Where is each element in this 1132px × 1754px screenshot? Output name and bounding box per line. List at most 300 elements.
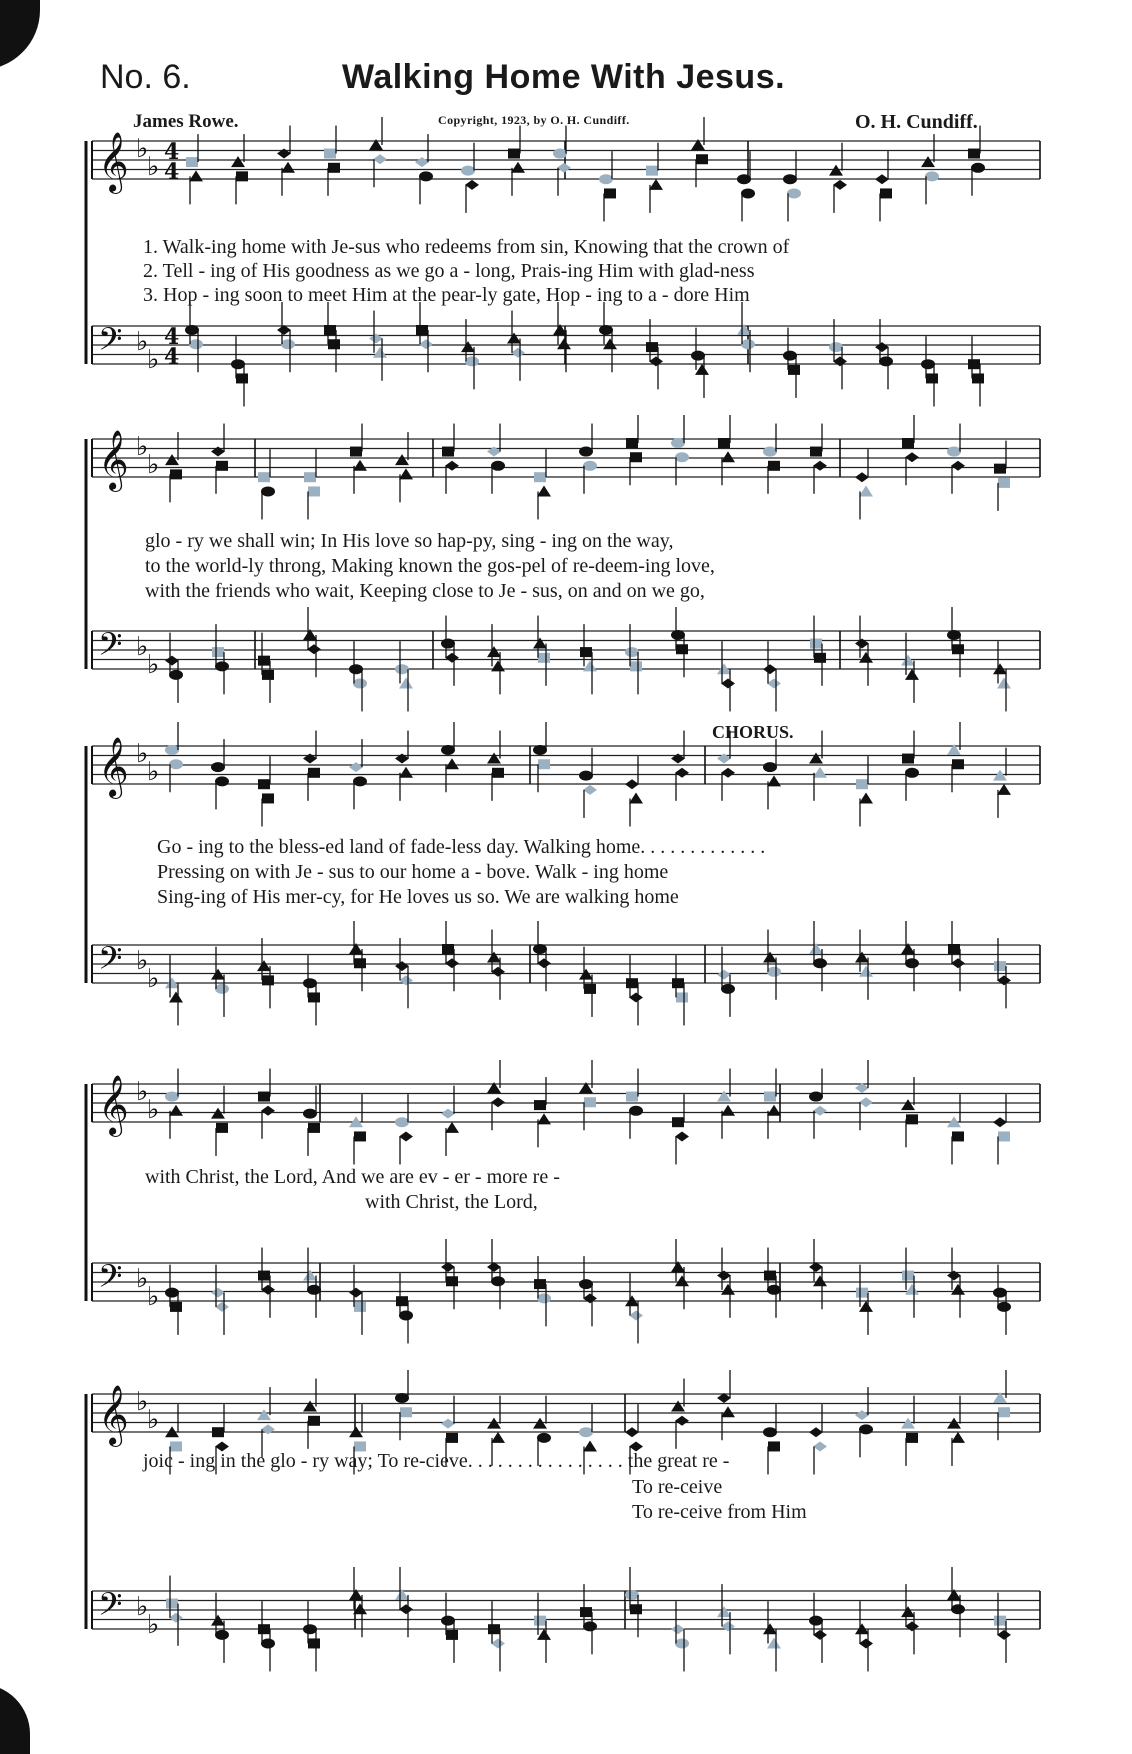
shape-note bbox=[534, 472, 546, 482]
shape-note bbox=[947, 1418, 961, 1429]
shape-note bbox=[170, 1302, 182, 1312]
bass-clef-icon: 𝄢 bbox=[98, 626, 123, 670]
shape-note bbox=[350, 447, 362, 457]
shape-note bbox=[767, 678, 781, 688]
shape-note bbox=[810, 639, 822, 649]
shape-note bbox=[303, 1624, 317, 1634]
shape-note bbox=[905, 1621, 919, 1631]
time-signature: 4 bbox=[164, 324, 180, 350]
shape-note bbox=[461, 166, 475, 176]
shape-note bbox=[603, 338, 617, 349]
lyric-line: with the friends who wait, Keeping close to Je - sus, on and on we go, bbox=[145, 580, 705, 602]
shape-note bbox=[399, 975, 413, 985]
shape-note bbox=[511, 162, 525, 173]
shape-note bbox=[461, 341, 475, 352]
shape-note bbox=[814, 653, 826, 663]
shape-note bbox=[328, 163, 340, 173]
shape-note bbox=[788, 365, 800, 375]
shape-note bbox=[646, 342, 658, 352]
shape-note bbox=[626, 438, 638, 448]
shape-note bbox=[625, 1590, 639, 1600]
lyric-line: 2. Tell - ing of His goodness as we go a - long, Prais-ing Him with glad-ness bbox=[143, 260, 755, 282]
shape-note bbox=[537, 958, 551, 968]
shape-note bbox=[533, 638, 547, 649]
shape-note bbox=[921, 156, 935, 167]
shape-note bbox=[258, 1271, 270, 1281]
shape-note bbox=[671, 438, 685, 448]
flat-icon: ♭ bbox=[136, 632, 149, 662]
shape-note bbox=[768, 461, 780, 471]
shape-note bbox=[783, 351, 797, 361]
shape-note bbox=[625, 1427, 639, 1437]
time-signature: 4 bbox=[164, 159, 180, 185]
shape-note bbox=[998, 478, 1010, 488]
shape-note bbox=[488, 1624, 500, 1634]
shape-note bbox=[487, 952, 501, 963]
shape-note bbox=[951, 1284, 965, 1295]
shape-note bbox=[952, 759, 964, 769]
treble-clef-icon: 𝄞 bbox=[98, 1385, 129, 1445]
shape-note bbox=[511, 348, 525, 358]
shape-note bbox=[833, 356, 847, 366]
shape-note bbox=[324, 149, 336, 159]
shape-note bbox=[533, 944, 547, 954]
shape-note bbox=[583, 660, 597, 671]
shape-note bbox=[721, 1621, 735, 1631]
shape-note bbox=[810, 447, 822, 457]
shape-note bbox=[303, 1109, 317, 1119]
shape-note bbox=[399, 468, 413, 479]
shape-note bbox=[951, 1604, 965, 1614]
shape-note bbox=[583, 1293, 597, 1303]
shape-note bbox=[721, 1105, 735, 1116]
shape-note bbox=[308, 1416, 320, 1426]
shape-note bbox=[629, 1106, 643, 1116]
copyright-notice: Copyright, 1923, by O. H. Cundiff. bbox=[438, 113, 630, 127]
shape-note bbox=[672, 1117, 684, 1127]
shape-note bbox=[721, 1406, 735, 1417]
shape-note bbox=[829, 165, 843, 176]
shape-note bbox=[994, 1616, 1006, 1626]
shape-note bbox=[691, 351, 705, 361]
time-signature: 4 bbox=[164, 344, 180, 370]
shape-note bbox=[353, 678, 367, 688]
shape-note bbox=[442, 944, 454, 954]
flat-icon: ♭ bbox=[136, 1264, 149, 1294]
shape-note bbox=[901, 1418, 915, 1429]
shape-note bbox=[783, 174, 797, 184]
shape-note bbox=[951, 1432, 965, 1443]
shape-note bbox=[308, 1638, 320, 1648]
shape-note bbox=[399, 677, 413, 688]
shape-note bbox=[859, 966, 873, 977]
shape-note bbox=[537, 1629, 551, 1640]
shape-note bbox=[169, 1613, 183, 1623]
shape-note bbox=[211, 969, 225, 980]
shape-note bbox=[441, 1616, 455, 1626]
shape-note bbox=[537, 485, 551, 496]
flat-icon: ♭ bbox=[147, 1095, 160, 1125]
shape-note bbox=[671, 630, 685, 640]
shape-note bbox=[395, 961, 409, 971]
shape-note bbox=[905, 1284, 919, 1295]
shape-note bbox=[261, 1424, 275, 1434]
shape-note bbox=[787, 188, 801, 198]
shape-note bbox=[419, 339, 433, 349]
shape-note bbox=[859, 792, 873, 803]
shape-note bbox=[902, 1271, 914, 1281]
shape-note bbox=[855, 1410, 869, 1420]
shape-note bbox=[906, 1433, 918, 1443]
shape-note bbox=[442, 447, 454, 457]
shape-note bbox=[604, 188, 616, 198]
shape-note bbox=[675, 452, 689, 462]
shape-note bbox=[465, 180, 479, 190]
shape-note bbox=[951, 958, 965, 968]
shape-note bbox=[169, 1105, 183, 1116]
shape-note bbox=[629, 1310, 643, 1320]
shape-note bbox=[993, 770, 1007, 781]
shape-note bbox=[399, 1604, 413, 1614]
flat-icon: ♭ bbox=[147, 757, 160, 787]
shape-note bbox=[441, 639, 455, 649]
shape-note bbox=[767, 967, 781, 977]
shape-note bbox=[721, 768, 735, 778]
shape-note bbox=[328, 339, 340, 349]
shape-note bbox=[258, 656, 270, 666]
composer: O. H. Cundiff. bbox=[855, 111, 978, 133]
shape-note bbox=[261, 1638, 275, 1648]
flat-icon: ♭ bbox=[147, 1405, 160, 1435]
shape-note bbox=[968, 149, 980, 159]
shape-note bbox=[584, 984, 596, 994]
shape-note bbox=[998, 1407, 1010, 1417]
shape-note bbox=[487, 1418, 501, 1429]
lyric-line: 1. Walk-ing home with Je-sus who redeems from sin, Knowing that the crown of bbox=[143, 236, 790, 258]
shape-note bbox=[258, 1092, 270, 1102]
shape-note bbox=[557, 338, 571, 349]
shape-note bbox=[764, 1271, 776, 1281]
shape-note bbox=[324, 325, 336, 335]
shape-note bbox=[767, 1105, 781, 1116]
shape-note bbox=[809, 753, 823, 764]
shape-note bbox=[349, 1288, 363, 1298]
shape-note bbox=[901, 655, 915, 666]
flat-icon: ♭ bbox=[136, 1592, 149, 1622]
flat-icon: ♭ bbox=[147, 345, 160, 375]
shape-note bbox=[236, 171, 248, 181]
shape-note bbox=[905, 669, 919, 680]
shape-note bbox=[580, 647, 592, 657]
shape-note bbox=[948, 944, 960, 954]
shape-note bbox=[215, 776, 229, 786]
chorus-label: CHORUS. bbox=[712, 722, 794, 742]
shape-note bbox=[169, 670, 183, 680]
flat-icon: ♭ bbox=[136, 432, 149, 462]
shape-note bbox=[859, 1638, 873, 1648]
shape-note bbox=[303, 1270, 317, 1281]
shape-note bbox=[583, 785, 597, 795]
shape-note bbox=[373, 347, 387, 358]
shape-note bbox=[629, 792, 643, 803]
shape-note bbox=[236, 373, 248, 383]
shape-note bbox=[580, 1607, 592, 1617]
shape-note bbox=[579, 771, 593, 781]
shape-note bbox=[491, 660, 505, 671]
flat-icon: ♭ bbox=[147, 450, 160, 480]
shape-note bbox=[261, 1106, 275, 1116]
shape-note bbox=[767, 775, 781, 786]
shape-note bbox=[649, 179, 663, 190]
shape-note bbox=[261, 1285, 275, 1295]
shape-note bbox=[215, 1630, 229, 1640]
bass-clef-icon: 𝄢 bbox=[98, 1258, 123, 1302]
shape-note bbox=[993, 1117, 1007, 1127]
flat-icon: ♭ bbox=[136, 134, 149, 164]
shape-note bbox=[307, 1285, 321, 1295]
shape-note bbox=[533, 1418, 547, 1429]
shape-note bbox=[165, 745, 179, 755]
shape-note bbox=[354, 958, 366, 968]
shape-note bbox=[997, 677, 1011, 688]
shape-note bbox=[718, 438, 730, 448]
shape-note bbox=[833, 180, 847, 190]
shape-note bbox=[537, 1293, 551, 1303]
shape-note bbox=[395, 1117, 409, 1127]
shape-note bbox=[583, 1621, 597, 1631]
shape-note bbox=[763, 1427, 777, 1437]
shape-note bbox=[855, 472, 869, 482]
shape-note bbox=[599, 174, 613, 184]
shape-note bbox=[349, 762, 363, 772]
shape-note bbox=[445, 1122, 459, 1133]
lyric-line: 3. Hop - ing soon to meet Him at the pear-ly gate, Hop - ing to a - dore Him bbox=[143, 284, 750, 306]
shape-note bbox=[446, 1433, 458, 1443]
time-signature: 4 bbox=[164, 139, 180, 165]
shape-note bbox=[768, 1441, 780, 1451]
shape-note bbox=[491, 1276, 505, 1286]
shape-note bbox=[994, 961, 1006, 971]
shape-note bbox=[675, 1131, 689, 1141]
shape-note bbox=[215, 984, 229, 994]
shape-note bbox=[926, 373, 938, 383]
shape-note bbox=[856, 779, 868, 789]
shape-note bbox=[231, 359, 245, 369]
shape-note bbox=[395, 664, 409, 674]
shape-note bbox=[465, 356, 479, 366]
shape-note bbox=[491, 1638, 505, 1648]
shape-note bbox=[445, 758, 459, 769]
shape-note bbox=[741, 188, 755, 198]
flat-icon: ♭ bbox=[136, 1077, 149, 1107]
shape-note bbox=[538, 759, 550, 769]
shape-note bbox=[675, 1275, 689, 1286]
shape-note bbox=[997, 975, 1011, 985]
shape-note bbox=[491, 461, 505, 471]
shape-note bbox=[534, 1100, 546, 1110]
shape-note bbox=[630, 661, 642, 671]
shape-note bbox=[741, 339, 755, 349]
shape-note bbox=[994, 464, 1006, 474]
shape-note bbox=[169, 759, 183, 769]
flat-icon: ♭ bbox=[136, 1387, 149, 1417]
shape-note bbox=[947, 447, 961, 457]
treble-clef-icon: 𝄞 bbox=[98, 430, 129, 490]
shape-note bbox=[534, 1279, 546, 1289]
shape-note bbox=[487, 753, 501, 764]
shape-note bbox=[538, 653, 550, 663]
shape-note bbox=[169, 991, 183, 1002]
shape-note bbox=[952, 1131, 964, 1141]
shape-note bbox=[906, 1114, 918, 1124]
shape-note bbox=[170, 469, 182, 479]
shape-note bbox=[257, 960, 271, 971]
shape-note bbox=[625, 779, 639, 789]
shape-note bbox=[583, 461, 597, 471]
shape-note bbox=[189, 339, 203, 349]
shape-note bbox=[395, 454, 409, 465]
shape-note bbox=[441, 1109, 455, 1119]
shape-note bbox=[767, 1637, 781, 1648]
shape-note bbox=[354, 1131, 366, 1141]
shape-note bbox=[997, 784, 1011, 795]
shape-note bbox=[921, 359, 935, 369]
shape-note bbox=[829, 342, 843, 352]
shape-note bbox=[809, 1427, 823, 1437]
shape-note bbox=[231, 156, 245, 167]
shape-note bbox=[262, 670, 274, 680]
shape-note bbox=[952, 644, 964, 654]
shape-note bbox=[416, 325, 428, 335]
shape-note bbox=[971, 163, 985, 173]
shape-note bbox=[258, 1624, 270, 1634]
lyric-line: To re-ceive bbox=[632, 1476, 723, 1498]
lyric-line: with Christ, the Lord, And we are ev - er - more re - bbox=[145, 1166, 560, 1188]
shape-note bbox=[399, 1131, 413, 1141]
shape-note bbox=[216, 461, 228, 471]
shape-note bbox=[395, 1393, 409, 1403]
shape-note bbox=[880, 188, 892, 198]
shape-note bbox=[626, 1092, 638, 1102]
shape-note bbox=[281, 162, 295, 173]
shape-note bbox=[262, 793, 274, 803]
lyricist: James Rowe. bbox=[133, 111, 239, 132]
shape-note bbox=[813, 1630, 827, 1640]
shape-note bbox=[537, 1113, 551, 1124]
shape-note bbox=[216, 1123, 228, 1133]
shape-note bbox=[599, 325, 613, 335]
shape-note bbox=[308, 486, 320, 496]
shape-note bbox=[763, 952, 777, 963]
shape-note bbox=[215, 1302, 229, 1312]
shape-note bbox=[721, 1284, 735, 1295]
shape-note bbox=[855, 952, 869, 963]
lyric-line: glo - ry we shall win; In His love so hap-py, sing - ing on the way, bbox=[145, 530, 674, 552]
lyric-line: Sing-ing of His mer-cy, for He loves us so. We are walking home bbox=[157, 886, 679, 908]
shape-note bbox=[905, 768, 919, 778]
shape-note bbox=[972, 373, 984, 383]
shape-note bbox=[579, 1427, 593, 1437]
hymn-title: Walking Home With Jesus. bbox=[342, 58, 786, 96]
shape-note bbox=[353, 776, 367, 786]
treble-clef-icon: 𝄞 bbox=[98, 1075, 129, 1135]
shape-note bbox=[419, 171, 433, 181]
shape-note bbox=[304, 472, 316, 482]
shape-note bbox=[308, 992, 320, 1002]
shape-note bbox=[630, 452, 642, 462]
shape-note bbox=[767, 1285, 781, 1295]
shape-note bbox=[349, 664, 363, 674]
shape-note bbox=[813, 1275, 827, 1286]
shape-note bbox=[696, 154, 708, 164]
flat-icon: ♭ bbox=[147, 152, 160, 182]
shape-note bbox=[445, 958, 459, 968]
shape-note bbox=[507, 333, 521, 344]
shape-note bbox=[905, 452, 919, 462]
shape-note bbox=[261, 486, 275, 496]
shape-note bbox=[809, 1092, 823, 1102]
shape-note bbox=[859, 1424, 873, 1434]
flat-icon: ♭ bbox=[147, 1610, 160, 1640]
shape-note bbox=[763, 447, 777, 457]
flat-icon: ♭ bbox=[136, 327, 149, 357]
shape-note bbox=[901, 1099, 915, 1110]
treble-clef-icon: 𝄞 bbox=[98, 132, 129, 192]
shape-note bbox=[400, 1407, 412, 1417]
shape-note bbox=[189, 170, 203, 181]
shape-note bbox=[354, 1302, 366, 1312]
flat-icon: ♭ bbox=[147, 964, 160, 994]
shape-note bbox=[809, 1616, 823, 1626]
shape-note bbox=[649, 356, 663, 366]
shape-note bbox=[185, 325, 199, 335]
shape-note bbox=[257, 1409, 271, 1420]
shape-note bbox=[675, 1638, 689, 1648]
shape-note bbox=[212, 647, 224, 657]
shape-note bbox=[307, 644, 321, 654]
shape-note bbox=[579, 1279, 593, 1289]
shape-note bbox=[998, 1131, 1010, 1141]
bass-clef-icon: 𝄢 bbox=[98, 940, 123, 984]
shape-note bbox=[859, 652, 873, 663]
shape-note bbox=[813, 461, 827, 471]
shape-note bbox=[211, 1108, 225, 1119]
shape-note bbox=[491, 1097, 505, 1107]
shape-note bbox=[396, 1296, 408, 1306]
shape-note bbox=[303, 978, 317, 988]
shape-note bbox=[902, 438, 914, 448]
shape-note bbox=[445, 461, 459, 471]
shape-note bbox=[721, 451, 735, 462]
shape-note bbox=[491, 967, 505, 977]
shape-note bbox=[813, 767, 827, 778]
bass-clef-icon: 𝄢 bbox=[98, 1586, 123, 1630]
shape-note bbox=[258, 779, 270, 789]
shape-note bbox=[671, 1624, 685, 1634]
shape-note bbox=[303, 1401, 317, 1412]
shape-note bbox=[717, 1606, 731, 1617]
shape-note bbox=[625, 647, 639, 657]
shape-note bbox=[557, 163, 571, 173]
shape-note bbox=[211, 1615, 225, 1626]
shape-note bbox=[584, 1097, 596, 1107]
shape-note bbox=[671, 1401, 685, 1412]
flat-icon: ♭ bbox=[147, 1282, 160, 1312]
shape-note bbox=[441, 745, 455, 755]
shape-note bbox=[859, 1301, 873, 1312]
shape-note bbox=[373, 154, 387, 164]
shape-note bbox=[492, 768, 504, 778]
